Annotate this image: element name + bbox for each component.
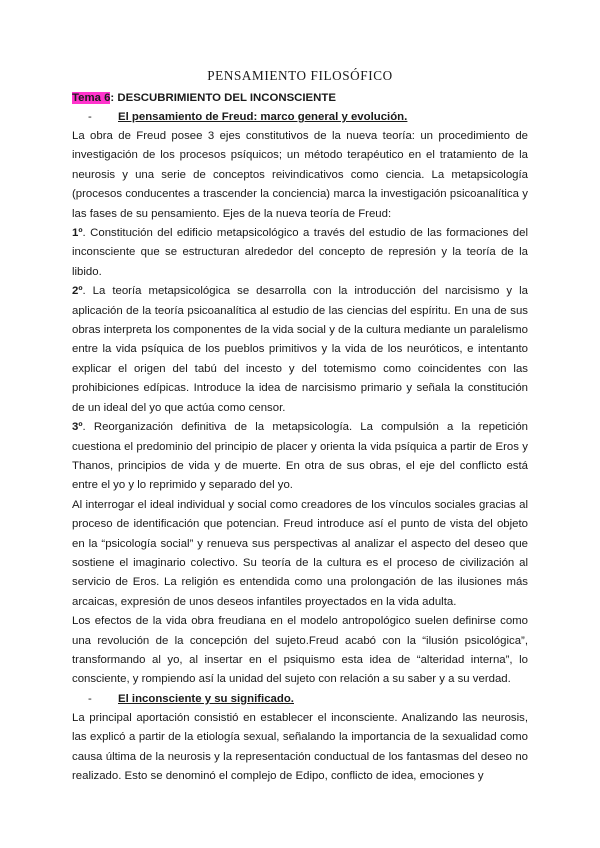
- point-text: . La teoría metapsicológica se desarrolla con la introducción del narcisismo y la aplicación de la teoría psicoanalítica al estudio de las ciencias del espíritu. En una de sus obras interpreta los componentes de la vida social y de la cultura mediante un paralelismo entre la vida psíquica de los pueblos primitivos y la vida de los neuróticos, e intentanto explicar el origen del tabú del incesto y del totemismo como coincidentes con las prohibiciones edípicas. Introduce la idea de narcisismo primario y señala la constitución de un ideal del yo que actúa como censor.: [72, 285, 528, 414]
- tema-heading: [72, 89, 528, 108]
- list-dash: -: [88, 111, 92, 123]
- tema-label-highlight: Tema 6: [72, 92, 111, 104]
- point-number: 2º: [72, 285, 83, 298]
- point-text: . Reorganización definitiva de la metapsicología. La compulsión a la repetición cuestiona el predominio del principio de placer y orienta la vida psíquica a partir de Eros y Thanos, principios de vida y de muerte. En otra de sus obras, el eje del conflicto está entre el yo y lo reprimido y separado del yo.: [72, 421, 528, 492]
- list-dash: -: [88, 692, 92, 705]
- section-heading-inconsciente: [72, 690, 528, 709]
- document-title: PENSAMIENTO FILOSÓFICO: [207, 68, 393, 83]
- point-text: . Constitución del edificio metapsicológico a través del estudio de las formaciones del inconsciente que se estructuran alrededor del concepto de represión y la teoría de la libido.: [72, 227, 528, 278]
- paragraph-efectos: Los efectos de la vida obra freudiana en el modelo antropológico suelen definirse como una revolución de la concepción del sujeto.Freud acabó con la “ilusión psicológica”, transformando al yo, al insertar en el psiquismo esta idea de “alteridad interna”, lo consciente, y rompiendo así la unidad del sujeto con relación a su saber y a su verdad.: [72, 615, 528, 686]
- tema-title: : DESCUBRIMIENTO DEL INCONSCIENTE: [110, 92, 336, 104]
- paragraph-aportacion: La principal aportación consistió en establecer el inconsciente. Analizando las neurosis, las explicó a partir de la etiología sexual, señalando la importancia de la sexualidad como causa última de la neurosis y la representación conductual de los fantasmas del deseo no realizado. Esto se denominó el complejo de Edipo, conflicto de idea, emociones y: [72, 711, 528, 782]
- paragraph-point-1: [72, 224, 528, 282]
- point-number: 3º: [72, 421, 83, 434]
- paragraph-intro: La obra de Freud posee 3 ejes constitutivos de la nueva teoría: un procedimiento de investigación de los procesos psíquicos; un método terapéutico en el tratamiento de la neurosis y una serie de conceptos reivindicativos como ciencia. La metapsicología (procesos conducentes a trascender la conciencia) marca la investigación psicoanalítica y las fases de su pensamiento. Ejes de la nueva teoría de Freud:: [72, 130, 528, 220]
- paragraph-ideal: Al interrogar el ideal individual y social como creadores de los vínculos sociales gracias al proceso de identificación que potencian. Freud introduce así el punto de vista del objeto en la “psicología social” y renueva sus perspectivas al analizar el aspecto del deseo que sostiene el imaginario colectivo. Su teoría de la cultura es el proceso de civilización al servicio de Eros. La religión es entendida como una prolongación de las ilusiones más arcaicas, expresión de unos deseos infantiles proyectados en la vida adulta.: [72, 498, 528, 608]
- paragraph-point-2: [72, 282, 528, 418]
- section-heading-pensamiento: [72, 108, 528, 127]
- paragraph-point-3: [72, 418, 528, 496]
- point-number: 1º: [72, 227, 83, 240]
- section-heading-text: El pensamiento de Freud: marco general y evolución.: [118, 111, 408, 123]
- section-heading-text: El inconsciente y su significado.: [118, 692, 294, 705]
